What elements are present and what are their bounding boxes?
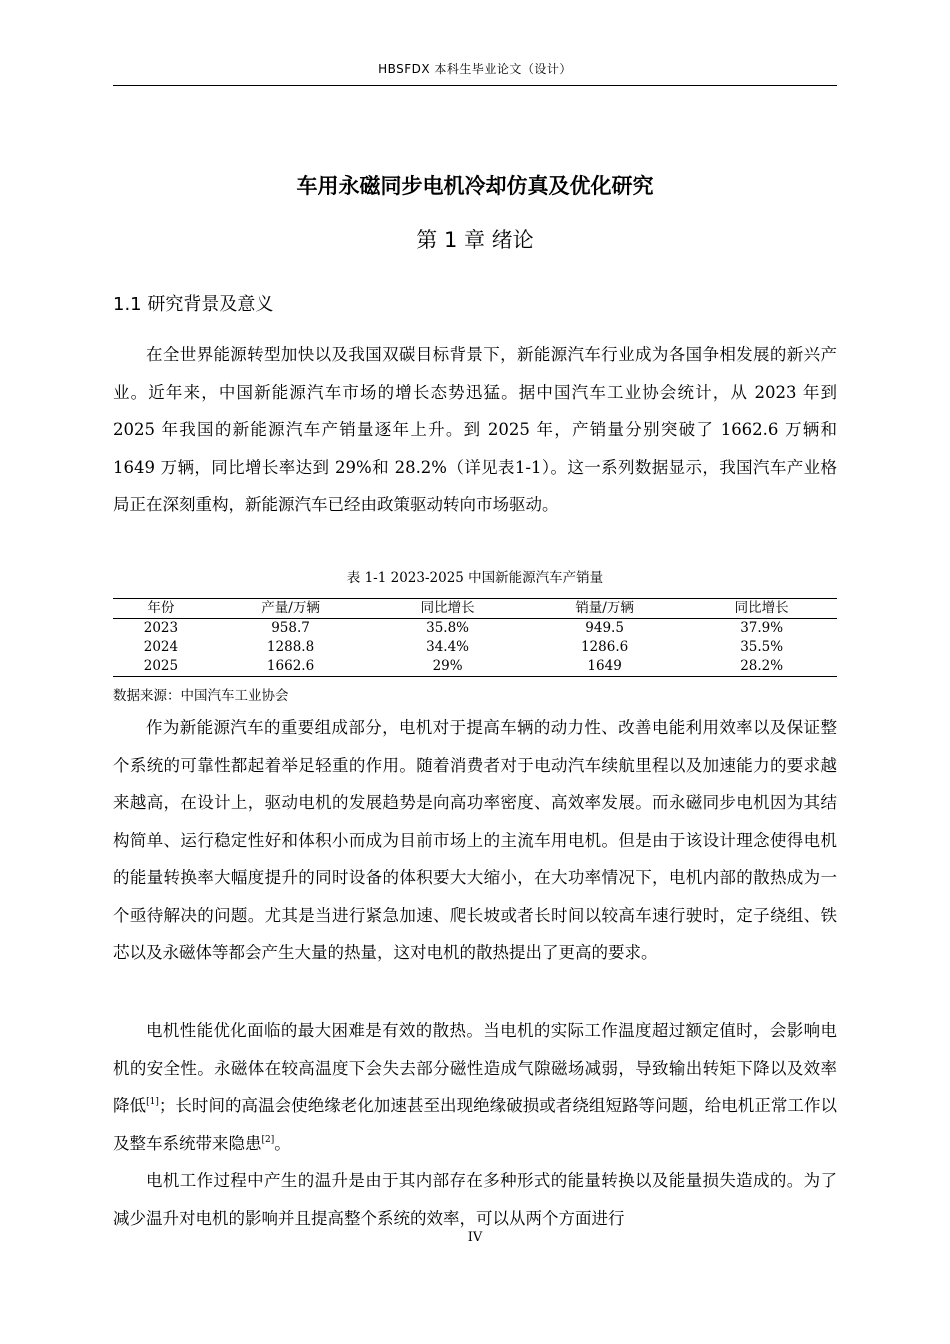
cell-year: 2023 (143, 620, 179, 636)
table-row (113, 638, 837, 657)
cell-production: 958.7 (271, 620, 310, 636)
cell-sales: 1286.6 (580, 639, 629, 655)
header-production: 产量/万辆 (261, 600, 320, 616)
cell-sales-growth: 37.9% (740, 620, 784, 636)
cell-sales: 949.5 (585, 620, 624, 636)
paragraph-3-text-b: ；长时间的高温会使绝缘老化加速甚至出现绝缘破损或者绕组短路等问题，给电机正常工作以及整车系统带来隐患 (113, 1096, 838, 1153)
table-row (113, 619, 837, 639)
paragraph-1: 在全世界能源转型加快以及我国双碳目标背景下，新能源汽车行业成为各国争相发展的新兴产业。近年来，中国新能源汽车市场的增长态势迅猛。据中国汽车工业协会统计，从 2023 年到 2025 年我国的新能源汽车产销量逐年上升。到 2025 年，产销量分别突破了 1662.6 万辆和 1649 万辆，同比增长率达到 29%和 28.2%（详见表1-1）。这一系列数据显示，我国汽车产业格局正在深刻重构，新能源汽车已经由政策驱动转向市场驱动。 (113, 345, 837, 514)
cell-production: 1288.8 (266, 639, 315, 655)
chapter-heading: 第 1 章 绪论 (416, 228, 534, 252)
citation-ref-2: [2] (261, 1134, 275, 1145)
paragraph-2: 作为新能源汽车的重要组成部分，电机对于提高车辆的动力性、改善电能利用效率以及保证整个系统的可靠性都起着举足轻重的作用。随着消费者对于电动汽车续航里程以及加速能力的要求越来越高，在设计上，驱动电机的发展趋势是向高功率密度、高效率发展。而永磁同步电机因为其结构简单、运行稳定性好和体积小而成为目前市场上的主流车用电机。但是由于该设计理念使得电机的能量转换率大幅度提升的同时设备的体积要大大缩小，在大功率情况下，电机内部的散热成为一个亟待解决的问题。尤其是当进行紧急加速、爬长坡或者长时间以较高车速行驶时，定子绕组、铁芯以及永磁体等都会产生大量的热量，这对电机的散热提出了更高的要求。 (113, 718, 837, 962)
cell-year: 2025 (143, 658, 179, 674)
header-rule (113, 85, 837, 86)
paragraph-3-text-c: 。 (274, 1133, 291, 1153)
table-header-row (113, 599, 837, 619)
cell-sales: 1649 (587, 658, 622, 674)
header-year: 年份 (147, 600, 175, 616)
paragraph-3 (113, 1012, 837, 1162)
page-number: IV (467, 1230, 483, 1245)
cell-sales-growth: 28.2% (740, 658, 784, 674)
cell-production-growth: 35.8% (426, 620, 470, 636)
page-header: HBSFDX 本科生毕业论文（设计） (378, 62, 572, 76)
table-caption: 表 1-1 2023-2025 中国新能源汽车产销量 (346, 570, 604, 586)
cell-production-growth: 29% (432, 658, 463, 674)
cell-production-growth: 34.4% (426, 639, 470, 655)
header-sales: 销量/万辆 (575, 600, 634, 616)
table-row (113, 657, 837, 677)
header-production-growth: 同比增长 (420, 600, 475, 616)
cell-production: 1662.6 (266, 658, 315, 674)
paragraph-4: 电机工作过程中产生的温升是由于其内部存在多种形式的能量转换以及能量损失造成的。为了减少温升对电机的影响并且提高整个系统的效率，可以从两个方面进行 (113, 1171, 837, 1228)
header-sales-growth: 同比增长 (734, 600, 789, 616)
citation-ref-1: [1] (146, 1097, 159, 1107)
paragraph-3-text-a: 电机性能优化面临的最大困难是有效的散热。当电机的实际工作温度超过额定值时，会影响电机的安全性。永磁体在较高温度下会失去部分磁性造成气隙磁场减弱，导致输出转矩下降以及效率降低 (113, 1021, 837, 1115)
table-source-note: 数据来源：中国汽车工业协会 (113, 688, 289, 704)
cell-sales-growth: 35.5% (740, 639, 784, 655)
production-sales-table (113, 598, 837, 677)
section-heading: 1.1 研究背景及意义 (113, 294, 274, 315)
thesis-title: 车用永磁同步电机冷却仿真及优化研究 (296, 174, 654, 198)
cell-year: 2024 (143, 639, 179, 655)
